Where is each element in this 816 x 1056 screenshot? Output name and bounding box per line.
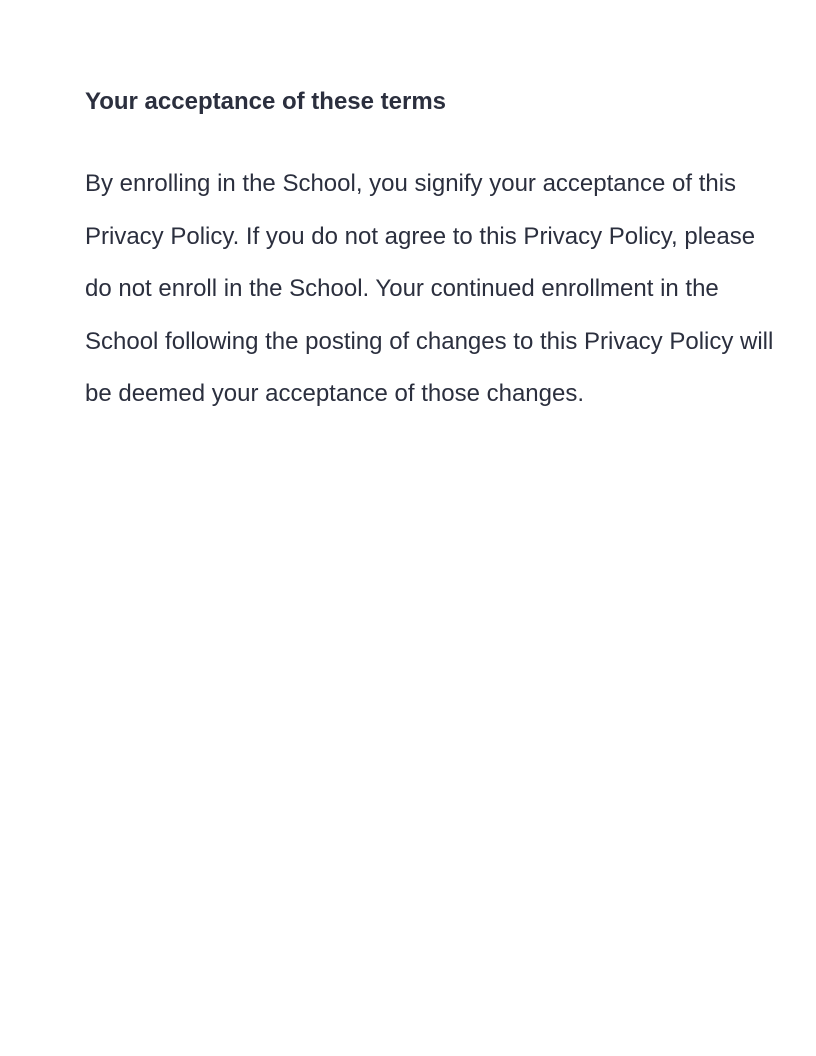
document-page: [85, 86, 785, 421]
section-paragraph: By enrolling in the School, you signify your acceptance of this Privacy Policy. If you do not agree to this Privacy Policy, please do not enroll in the School. Your continued enrollment in the School following the posting of changes to this Privacy Policy will be deemed your acceptance of those changes.: [85, 170, 774, 407]
section-heading: Your acceptance of these terms: [85, 88, 447, 115]
